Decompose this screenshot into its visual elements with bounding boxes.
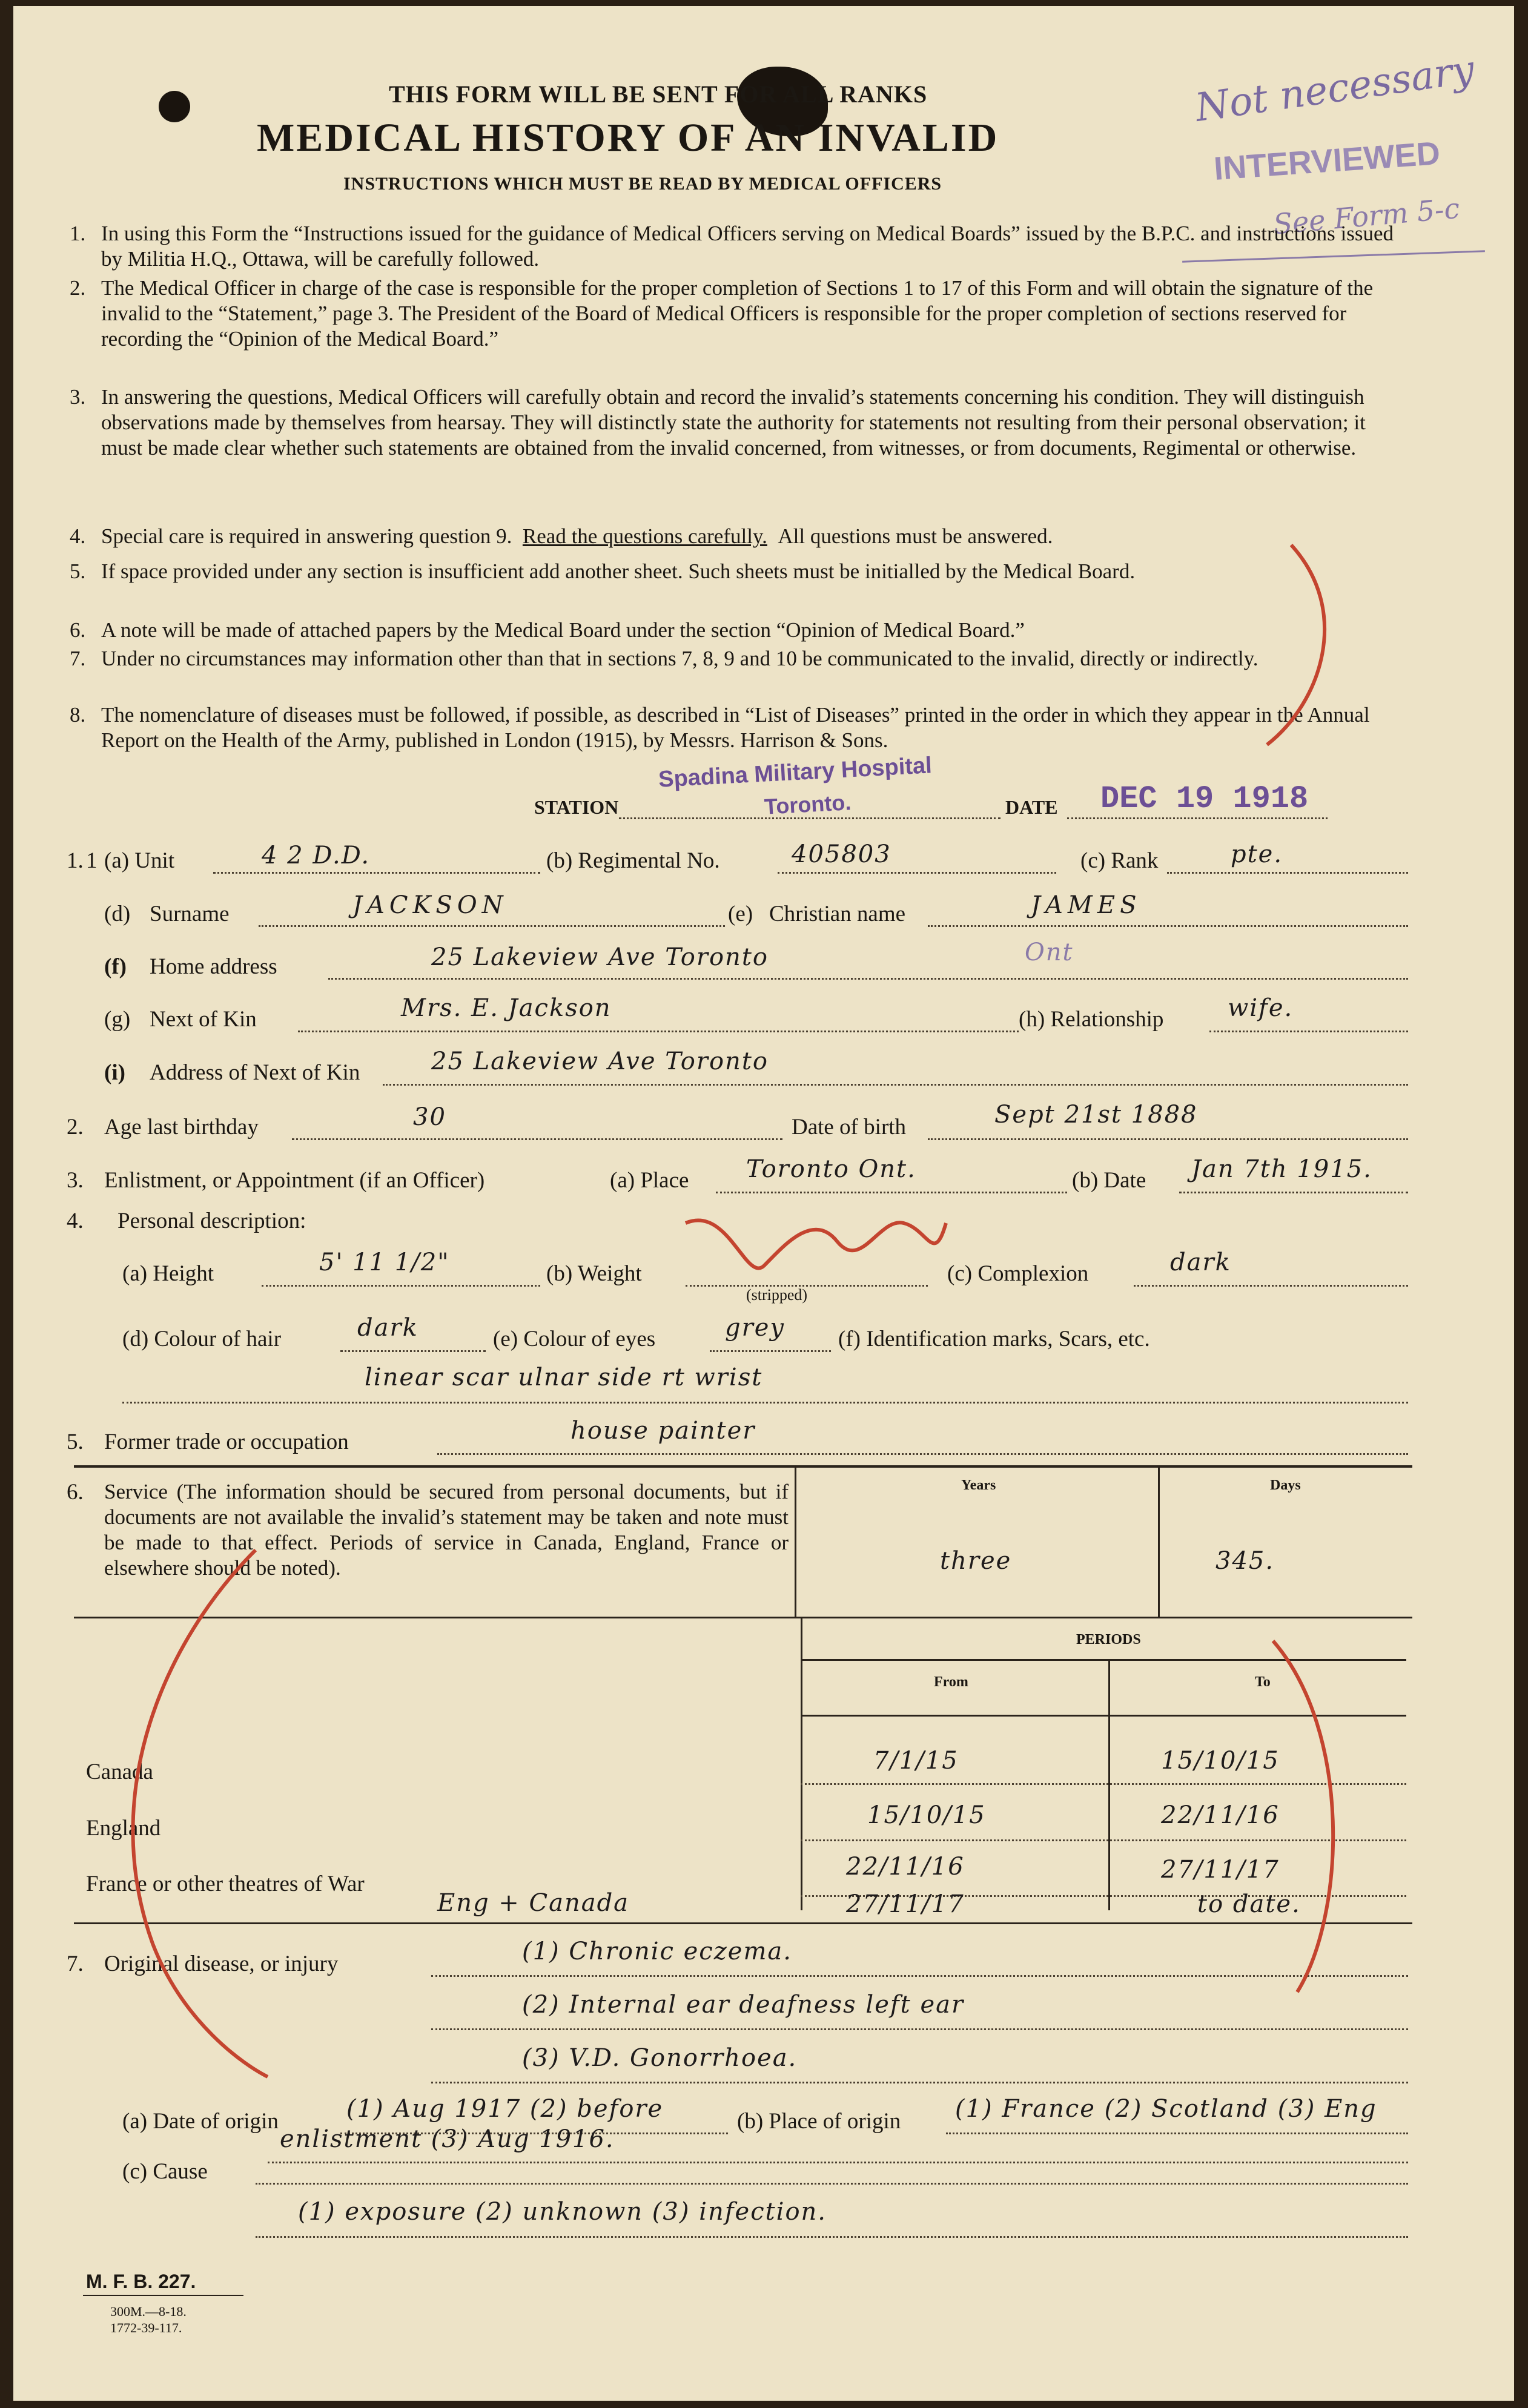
rank-label: (c) Rank [1080, 848, 1159, 873]
instruction-5-text: If space provided under any section is insufficient add another sheet. Such sheets must be initialled by the Medical Board. [101, 559, 1136, 583]
other-service-label: Eng + Canada [437, 1889, 630, 1917]
surname-label: Surname [150, 902, 230, 926]
instruction-8-text: The nomenclature of diseases must be followed, if possible, as described in “List of Diseases” printed in the order in which they appear in the Annual Report on the Health of the Army, published in London (1915), by Messrs. Harrison & Sons. [101, 703, 1370, 752]
instruction-4-text: Special care is required in answering question 9. [101, 524, 512, 548]
print-code-1: 300M.—8-18. [110, 2304, 187, 2319]
regno-label: (b) Regimental No. [546, 848, 720, 873]
origin-place-value: (1) France (2) Scotland (3) Eng [955, 2095, 1377, 2123]
instruction-2-text: The Medical Officer in charge of the case is responsible for the proper completion of Sections 1 to 17 of this Form and will obtain the signature of the invalid to the “Statement,” page 3. The President of the Board of Medical Officers is responsible for the proper completion of sections reserved for recording the “Opinion of the Medical Board.” [101, 276, 1374, 351]
enlistment-date-label: (b) Date [1072, 1168, 1146, 1193]
complexion-label: (c) Complexion [947, 1261, 1089, 1286]
england-from: 15/10/15 [867, 1801, 986, 1829]
enlistment-date-value: Jan 7th 1915. [1191, 1155, 1372, 1183]
service-text: Service (The information should be secured from personal documents, but if documents are not available the invalid’s statement may be taken and note must be made to that effect. Periods of service in Canada, England, France or elsewhere should be noted). [104, 1480, 789, 1580]
station-label: STATION [534, 796, 619, 818]
home-value-annotation: Ont [1025, 938, 1074, 966]
annotation-necessary: Not necessary [1192, 47, 1477, 131]
cause-label: (c) Cause [122, 2159, 208, 2184]
hair-label: (d) Colour of hair [122, 1327, 282, 1351]
instruction-7-text: Under no circumstances may information other than that in sections 7, 8, 9 and 10 be communicated to the invalid, directly or indirectly. [101, 647, 1258, 670]
other-service-to: to date. [1197, 1890, 1301, 1918]
home-prefix: (f) [104, 954, 127, 979]
date-stamp: DEC 19 1918 [1100, 781, 1309, 817]
instruction-6-num: 6. [70, 618, 86, 642]
instruction-7-num: 7. [70, 647, 86, 670]
to-label: To [1255, 1674, 1271, 1690]
canada-from: 7/1/15 [873, 1747, 959, 1775]
kinaddr-prefix: (i) [104, 1060, 125, 1085]
years-value: three [940, 1547, 1012, 1575]
surname-prefix: (d) [104, 902, 131, 926]
marks-label: (f) Identification marks, Scars, etc. [838, 1327, 1150, 1351]
instruction-1-num: 1. [70, 222, 86, 245]
weight-note: (stripped) [746, 1286, 808, 1304]
section-5-num: 5. [67, 1430, 84, 1454]
section-4-num: 4. [67, 1209, 84, 1233]
enlistment-label: Enlistment, or Appointment (if an Officer) [104, 1168, 485, 1193]
surname-value: JACKSON [352, 891, 508, 919]
red-bracket-top [1267, 545, 1325, 745]
instruction-1-text: In using this Form the “Instructions issued for the guidance of Medical Officers serving on Medical Boards” issued by the B.P.C. and instructions issued by Militia H.Q., Ottawa, will be carefully followed. [101, 222, 1394, 271]
origin-date-value: (1) Aug 1917 (2) before [346, 2095, 664, 2123]
instruction-3-num: 3. [70, 385, 86, 409]
form-page [13, 6, 1514, 2401]
relationship-label: (h) Relationship [1019, 1007, 1164, 1032]
section-3-num: 3. [67, 1168, 84, 1193]
age-value: 30 [413, 1103, 446, 1131]
section-1-num: 1. [67, 848, 84, 873]
disease-item-1: (1) Chronic eczema. [522, 1938, 792, 1965]
from-label: From [934, 1674, 968, 1690]
marks-value: linear scar ulnar side rt wrist [365, 1364, 763, 1391]
unit-value: 4 2 D.D. [262, 842, 371, 869]
occupation-value: house painter [571, 1417, 756, 1445]
height-label: (a) Height [122, 1261, 214, 1286]
interviewed-stamp: INTERVIEWED [1212, 135, 1441, 187]
annotation-form: See Form 5-c [1272, 191, 1461, 241]
red-bracket-right [1273, 1641, 1333, 1992]
canada-label: Canada [86, 1760, 153, 1784]
days-value: 345. [1215, 1547, 1275, 1575]
personal-desc-label: Personal description: [117, 1209, 306, 1233]
occupation-label: Former trade or occupation [104, 1430, 349, 1454]
instruction-2-num: 2. [70, 276, 86, 300]
regno-value: 405803 [792, 840, 891, 868]
section-2-num: 2. [67, 1115, 84, 1140]
dob-label: Date of birth [792, 1115, 907, 1140]
hospital-stamp-line2: Toronto. [763, 790, 852, 819]
england-label: England [86, 1816, 161, 1841]
enlistment-place-label: (a) Place [610, 1168, 689, 1193]
instruction-6-text: A note will be made of attached papers by the Medical Board under the section “Opinion of Medical Board.” [101, 618, 1025, 642]
eyes-value: grey [725, 1314, 785, 1342]
relationship-value: wife. [1228, 994, 1294, 1022]
form-title: MEDICAL HISTORY OF AN INVALID [257, 116, 999, 160]
print-code-2: 1772-39-117. [110, 2320, 182, 2335]
years-label: Years [961, 1477, 996, 1493]
france-from: 22/11/16 [846, 1853, 965, 1881]
instruction-5-num: 5. [70, 559, 86, 583]
unit-label: (a) Unit [104, 848, 175, 873]
kin-prefix: (g) [104, 1007, 131, 1032]
cause-value: (1) exposure (2) unknown (3) infection. [298, 2198, 827, 2226]
hair-value: dark [357, 1314, 418, 1342]
kinaddr-label: Address of Next of Kin [150, 1060, 360, 1085]
kin-label: Next of Kin [150, 1007, 257, 1032]
section-6-num: 6. [67, 1480, 84, 1505]
height-value: 5' 11 1/2" [319, 1249, 450, 1276]
kinaddr-value: 25 Lakeview Ave Toronto [431, 1047, 769, 1075]
red-signature [686, 1220, 946, 1268]
origin-date-label: (a) Date of origin [122, 2109, 279, 2134]
age-label: Age last birthday [104, 1115, 259, 1140]
date-label: DATE [1005, 796, 1058, 818]
origin-date-value-cont: enlistment (3) Aug 1916. [280, 2125, 615, 2153]
instruction-4-num: 4. [70, 524, 86, 548]
christian-label: Christian name [769, 902, 906, 926]
home-value: 25 Lakeview Ave Toronto [431, 943, 769, 971]
eyes-label: (e) Colour of eyes [493, 1327, 656, 1351]
england-to: 22/11/16 [1161, 1801, 1280, 1829]
section-7-num: 7. [67, 1951, 84, 1976]
other-service-from: 27/11/17 [846, 1890, 965, 1918]
instruction-4-after: All questions must be answered. [778, 524, 1053, 548]
form-top-line: THIS FORM WILL BE SENT FOR ALL RANKS [389, 81, 928, 108]
home-label: Home address [150, 954, 277, 979]
kin-value: Mrs. E. Jackson [401, 994, 612, 1022]
red-pencil-marks [13, 6, 1514, 2401]
origin-place-label: (b) Place of origin [737, 2109, 901, 2134]
dob-value: Sept 21st 1888 [994, 1101, 1198, 1129]
form-subtitle: INSTRUCTIONS WHICH MUST BE READ BY MEDICAL OFFICERS [343, 174, 942, 194]
france-to: 27/11/17 [1161, 1856, 1280, 1884]
enlistment-place-value: Toronto Ont. [746, 1155, 916, 1183]
instruction-8-num: 8. [70, 703, 86, 727]
canada-to: 15/10/15 [1161, 1747, 1280, 1775]
weight-label: (b) Weight [546, 1261, 642, 1286]
periods-label: PERIODS [1076, 1632, 1141, 1648]
christian-value: JAMES [1031, 891, 1142, 919]
christian-prefix: (e) [728, 902, 753, 926]
disease-label: Original disease, or injury [104, 1951, 339, 1976]
rank-value: pte. [1231, 840, 1283, 868]
form-number: M. F. B. 227. [86, 2271, 196, 2292]
complexion-value: dark [1170, 1249, 1231, 1276]
france-label: France or other theatres of War [86, 1872, 365, 1896]
hospital-stamp-line1: Spadina Military Hospital [658, 753, 933, 793]
instruction-4-underlined: Read the questions carefully. [522, 524, 767, 548]
disease-item-2: (2) Internal ear deafness left ear [522, 1991, 965, 2019]
disease-item-3: (3) V.D. Gonorrhoea. [522, 2044, 798, 2072]
red-bracket-left [133, 1550, 268, 2077]
days-label: Days [1270, 1477, 1301, 1493]
instruction-3-text: In answering the questions, Medical Officers will carefully obtain and record the invalid’s statements concerning his condition. They will distinguish observations made by themselves from hearsay. They will distinctly state the authority for statements not resulting from their personal observation; it must be made clear whether such statements are obtained from the invalid concerned, from witnesses, or from documents, Regimental or otherwise. [101, 385, 1366, 460]
section-1-sub: 1 [86, 848, 98, 873]
